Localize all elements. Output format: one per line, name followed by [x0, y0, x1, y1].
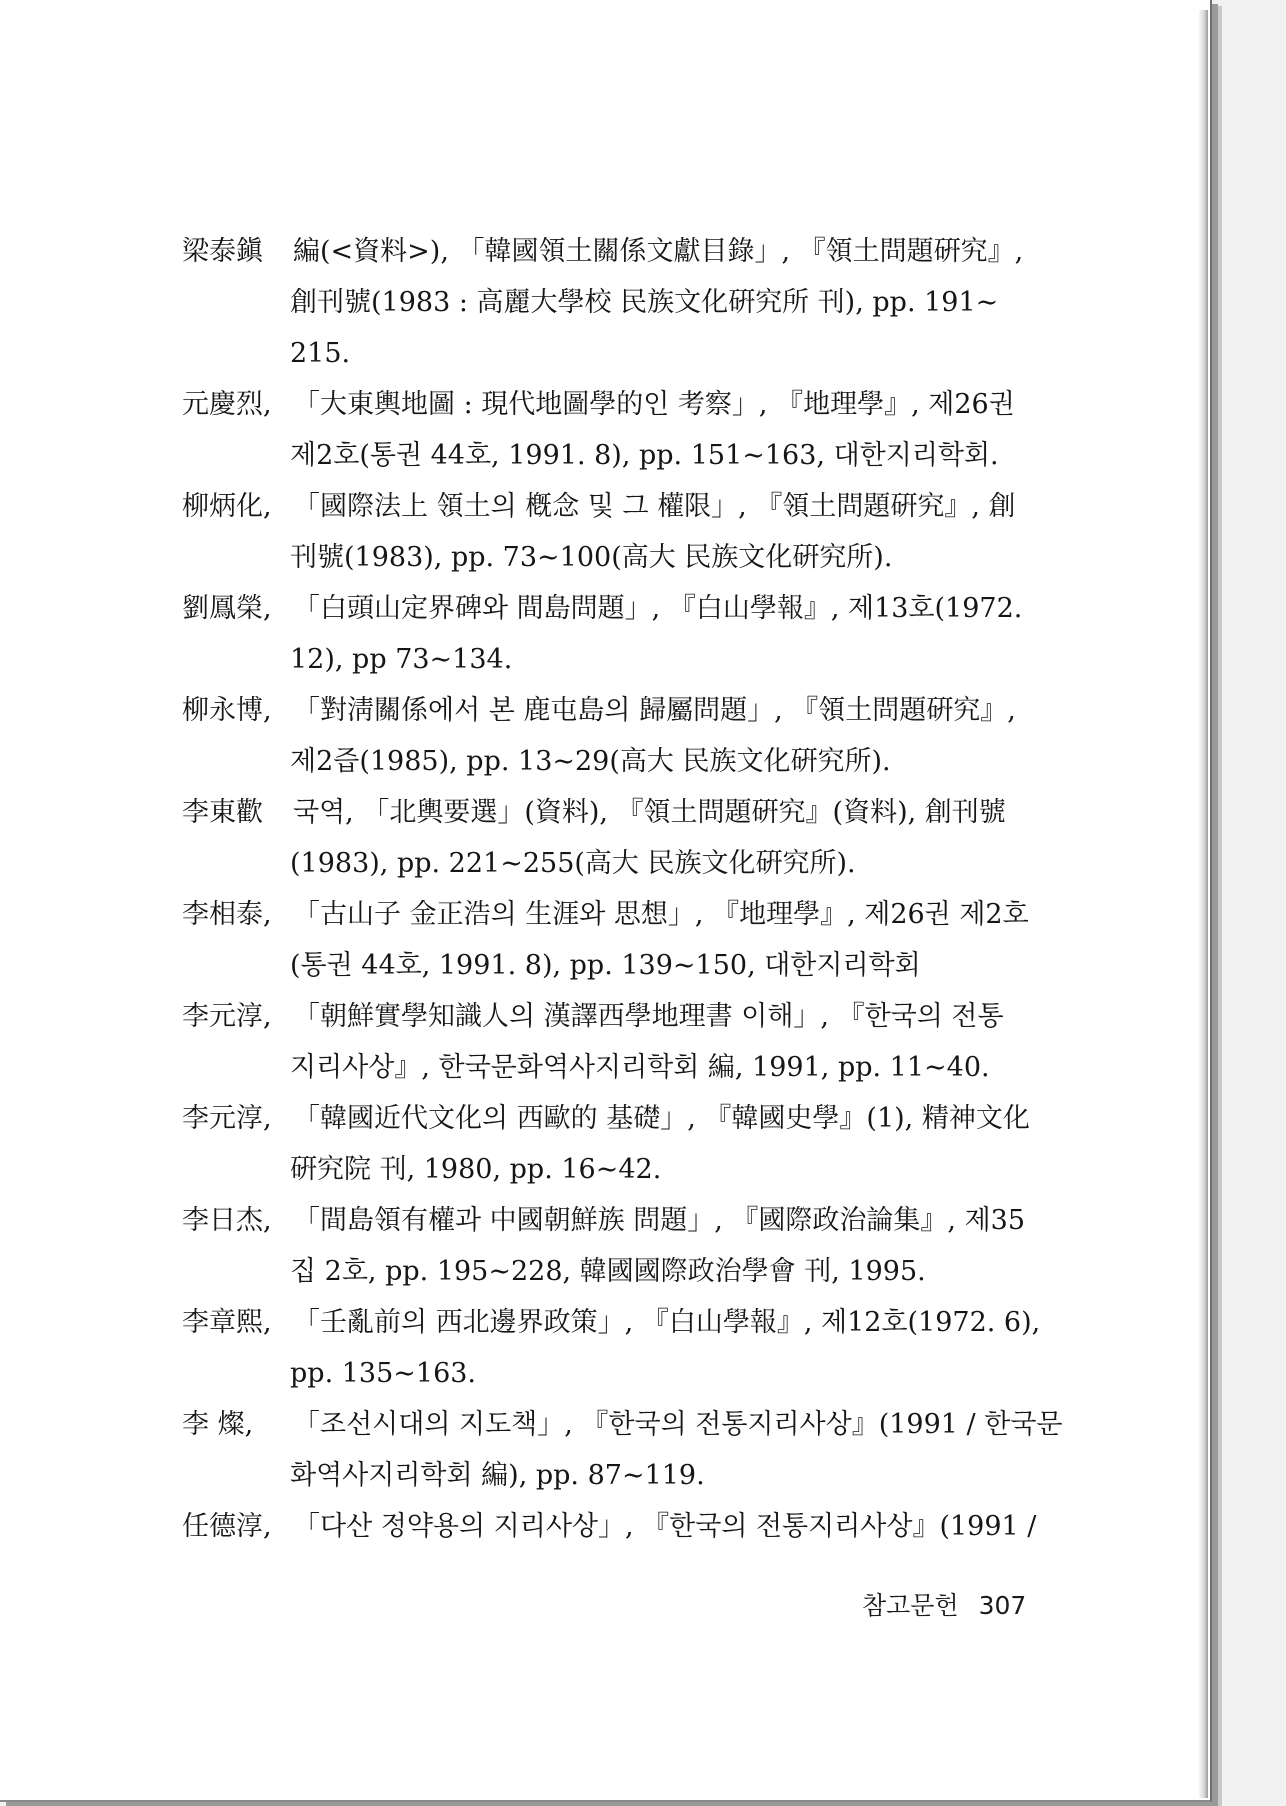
reference-line	[0, 787, 1210, 838]
reference-text: 「다산 정약용의 지리사상」, 『한국의 전통지리사상』(1991 /	[293, 1511, 1037, 1542]
reference-line	[0, 1195, 1210, 1246]
reference-line	[0, 685, 1210, 736]
reference-author: 李元淳,	[182, 1103, 272, 1134]
reference-text: 「朝鮮實學知識人의 漢譯西學地理書 이해」, 『한국의 전통	[293, 1001, 1004, 1032]
reference-text: (통권 44호, 1991. 8), pp. 139∼150, 대한지리학회	[290, 950, 921, 981]
reference-entry	[0, 1501, 1210, 1552]
reference-entry	[0, 889, 1210, 991]
page-number: 307	[978, 1591, 1027, 1620]
reference-author: 李東歡	[182, 797, 263, 828]
reference-text: 제2호(통권 44호, 1991. 8), pp. 151∼163, 대한지리학회.	[290, 440, 999, 471]
reference-author: 劉鳳榮,	[182, 593, 272, 624]
reference-entry	[0, 787, 1210, 889]
reference-line	[0, 1297, 1210, 1348]
reference-text: 국역, 「北輿要選」(資料), 『領土問題硏究』(資料), 創刊號	[293, 797, 1006, 828]
reference-text: pp. 135∼163.	[290, 1358, 477, 1389]
reference-line	[0, 226, 1210, 277]
reference-author: 李元淳,	[182, 1001, 272, 1032]
reference-text: 「白頭山定界碑와 間島問題」, 『白山學報』, 제13호(1972.	[293, 593, 1023, 624]
reference-text: 「古山子 金正浩의 生涯와 思想」, 『地理學』, 제26권 제2호	[293, 899, 1029, 930]
reference-text: 「對淸關係에서 본 鹿屯島의 歸屬問題」, 『領土問題硏究』,	[293, 695, 1016, 726]
reference-line	[0, 1093, 1210, 1144]
reference-text: 제2즙(1985), pp. 13∼29(高大 民族文化硏究所).	[290, 746, 891, 777]
reference-author: 柳炳化,	[182, 491, 272, 522]
reference-author: 梁泰鎭	[182, 236, 263, 267]
reference-entry	[0, 481, 1210, 583]
reference-text: 「韓國近代文化의 西歐的 基礎」, 『韓國史學』(1), 精神文化	[293, 1103, 1030, 1134]
reference-text: 집 2호, pp. 195∼228, 韓國國際政治學會 刊, 1995.	[290, 1256, 926, 1287]
reference-text: 「大東輿地圖 : 現代地圖學的인 考察」, 『地理學』, 제26권	[293, 389, 1015, 420]
reference-text: 創刊號(1983 : 高麗大學校 民族文化硏究所 刊), pp. 191∼	[290, 287, 999, 318]
reference-text: 12), pp 73∼134.	[290, 644, 513, 675]
reference-entry	[0, 1297, 1210, 1399]
reference-line	[0, 532, 1210, 583]
reference-line	[0, 430, 1210, 481]
reference-line	[0, 1246, 1210, 1297]
reference-line	[0, 1348, 1210, 1399]
reference-entry	[0, 1399, 1210, 1501]
reference-line	[0, 1450, 1210, 1501]
reference-text: 「間島領有權과 中國朝鮮族 問題」, 『國際政治論集』, 제35	[293, 1205, 1026, 1236]
reference-line	[0, 1399, 1210, 1450]
reference-author: 李日杰,	[182, 1205, 272, 1236]
reference-line	[0, 889, 1210, 940]
reference-text: 刊號(1983), pp. 73∼100(高大 民族文化硏究所).	[290, 542, 893, 573]
page-footer	[862, 1586, 1026, 1622]
reference-line	[0, 1042, 1210, 1093]
reference-author: 李相泰,	[182, 899, 272, 930]
reference-line	[0, 328, 1210, 379]
reference-line	[0, 583, 1210, 634]
reference-entry	[0, 1093, 1210, 1195]
reference-text: 硏究院 刊, 1980, pp. 16∼42.	[290, 1154, 662, 1185]
reference-line	[0, 991, 1210, 1042]
reference-author: 元慶烈,	[182, 389, 272, 420]
footer-section-title: 참고문헌	[862, 1591, 959, 1620]
reference-line	[0, 481, 1210, 532]
reference-line	[0, 1501, 1210, 1552]
reference-text: (1983), pp. 221∼255(高大 民族文化硏究所).	[290, 848, 856, 879]
reference-text: 編(<資料>), 「韓國領土關係文獻目錄」, 『領土問題硏究』,	[293, 236, 1024, 267]
reference-text: 「壬亂前의 西北邊界政策」, 『白山學報』, 제12호(1972. 6),	[293, 1307, 1041, 1338]
reference-line	[0, 277, 1210, 328]
reference-text: 「國際法上 領土의 槪念 및 그 權限」, 『領土問題硏究』, 創	[293, 491, 1016, 522]
reference-line	[0, 736, 1210, 787]
reference-entry	[0, 685, 1210, 787]
reference-list	[0, 226, 1210, 1552]
reference-author: 任德淳,	[182, 1511, 272, 1542]
reference-text: 화역사지리학회 編), pp. 87∼119.	[290, 1460, 705, 1491]
reference-line	[0, 634, 1210, 685]
reference-author: 李 燦,	[182, 1409, 254, 1440]
reference-entry	[0, 226, 1210, 379]
reference-entry	[0, 1195, 1210, 1297]
reference-entry	[0, 379, 1210, 481]
reference-entry	[0, 583, 1210, 685]
reference-line	[0, 1144, 1210, 1195]
reference-text: 지리사상』, 한국문화역사지리학회 編, 1991, pp. 11∼40.	[290, 1052, 990, 1083]
reference-entry	[0, 991, 1210, 1093]
reference-text: 215.	[290, 338, 351, 369]
reference-line	[0, 940, 1210, 991]
reference-author: 李章熙,	[182, 1307, 272, 1338]
reference-line	[0, 838, 1210, 889]
reference-author: 柳永博,	[182, 695, 272, 726]
reference-line	[0, 379, 1210, 430]
reference-text: 「조선시대의 지도책」, 『한국의 전통지리사상』(1991 / 한국문	[293, 1409, 1063, 1440]
